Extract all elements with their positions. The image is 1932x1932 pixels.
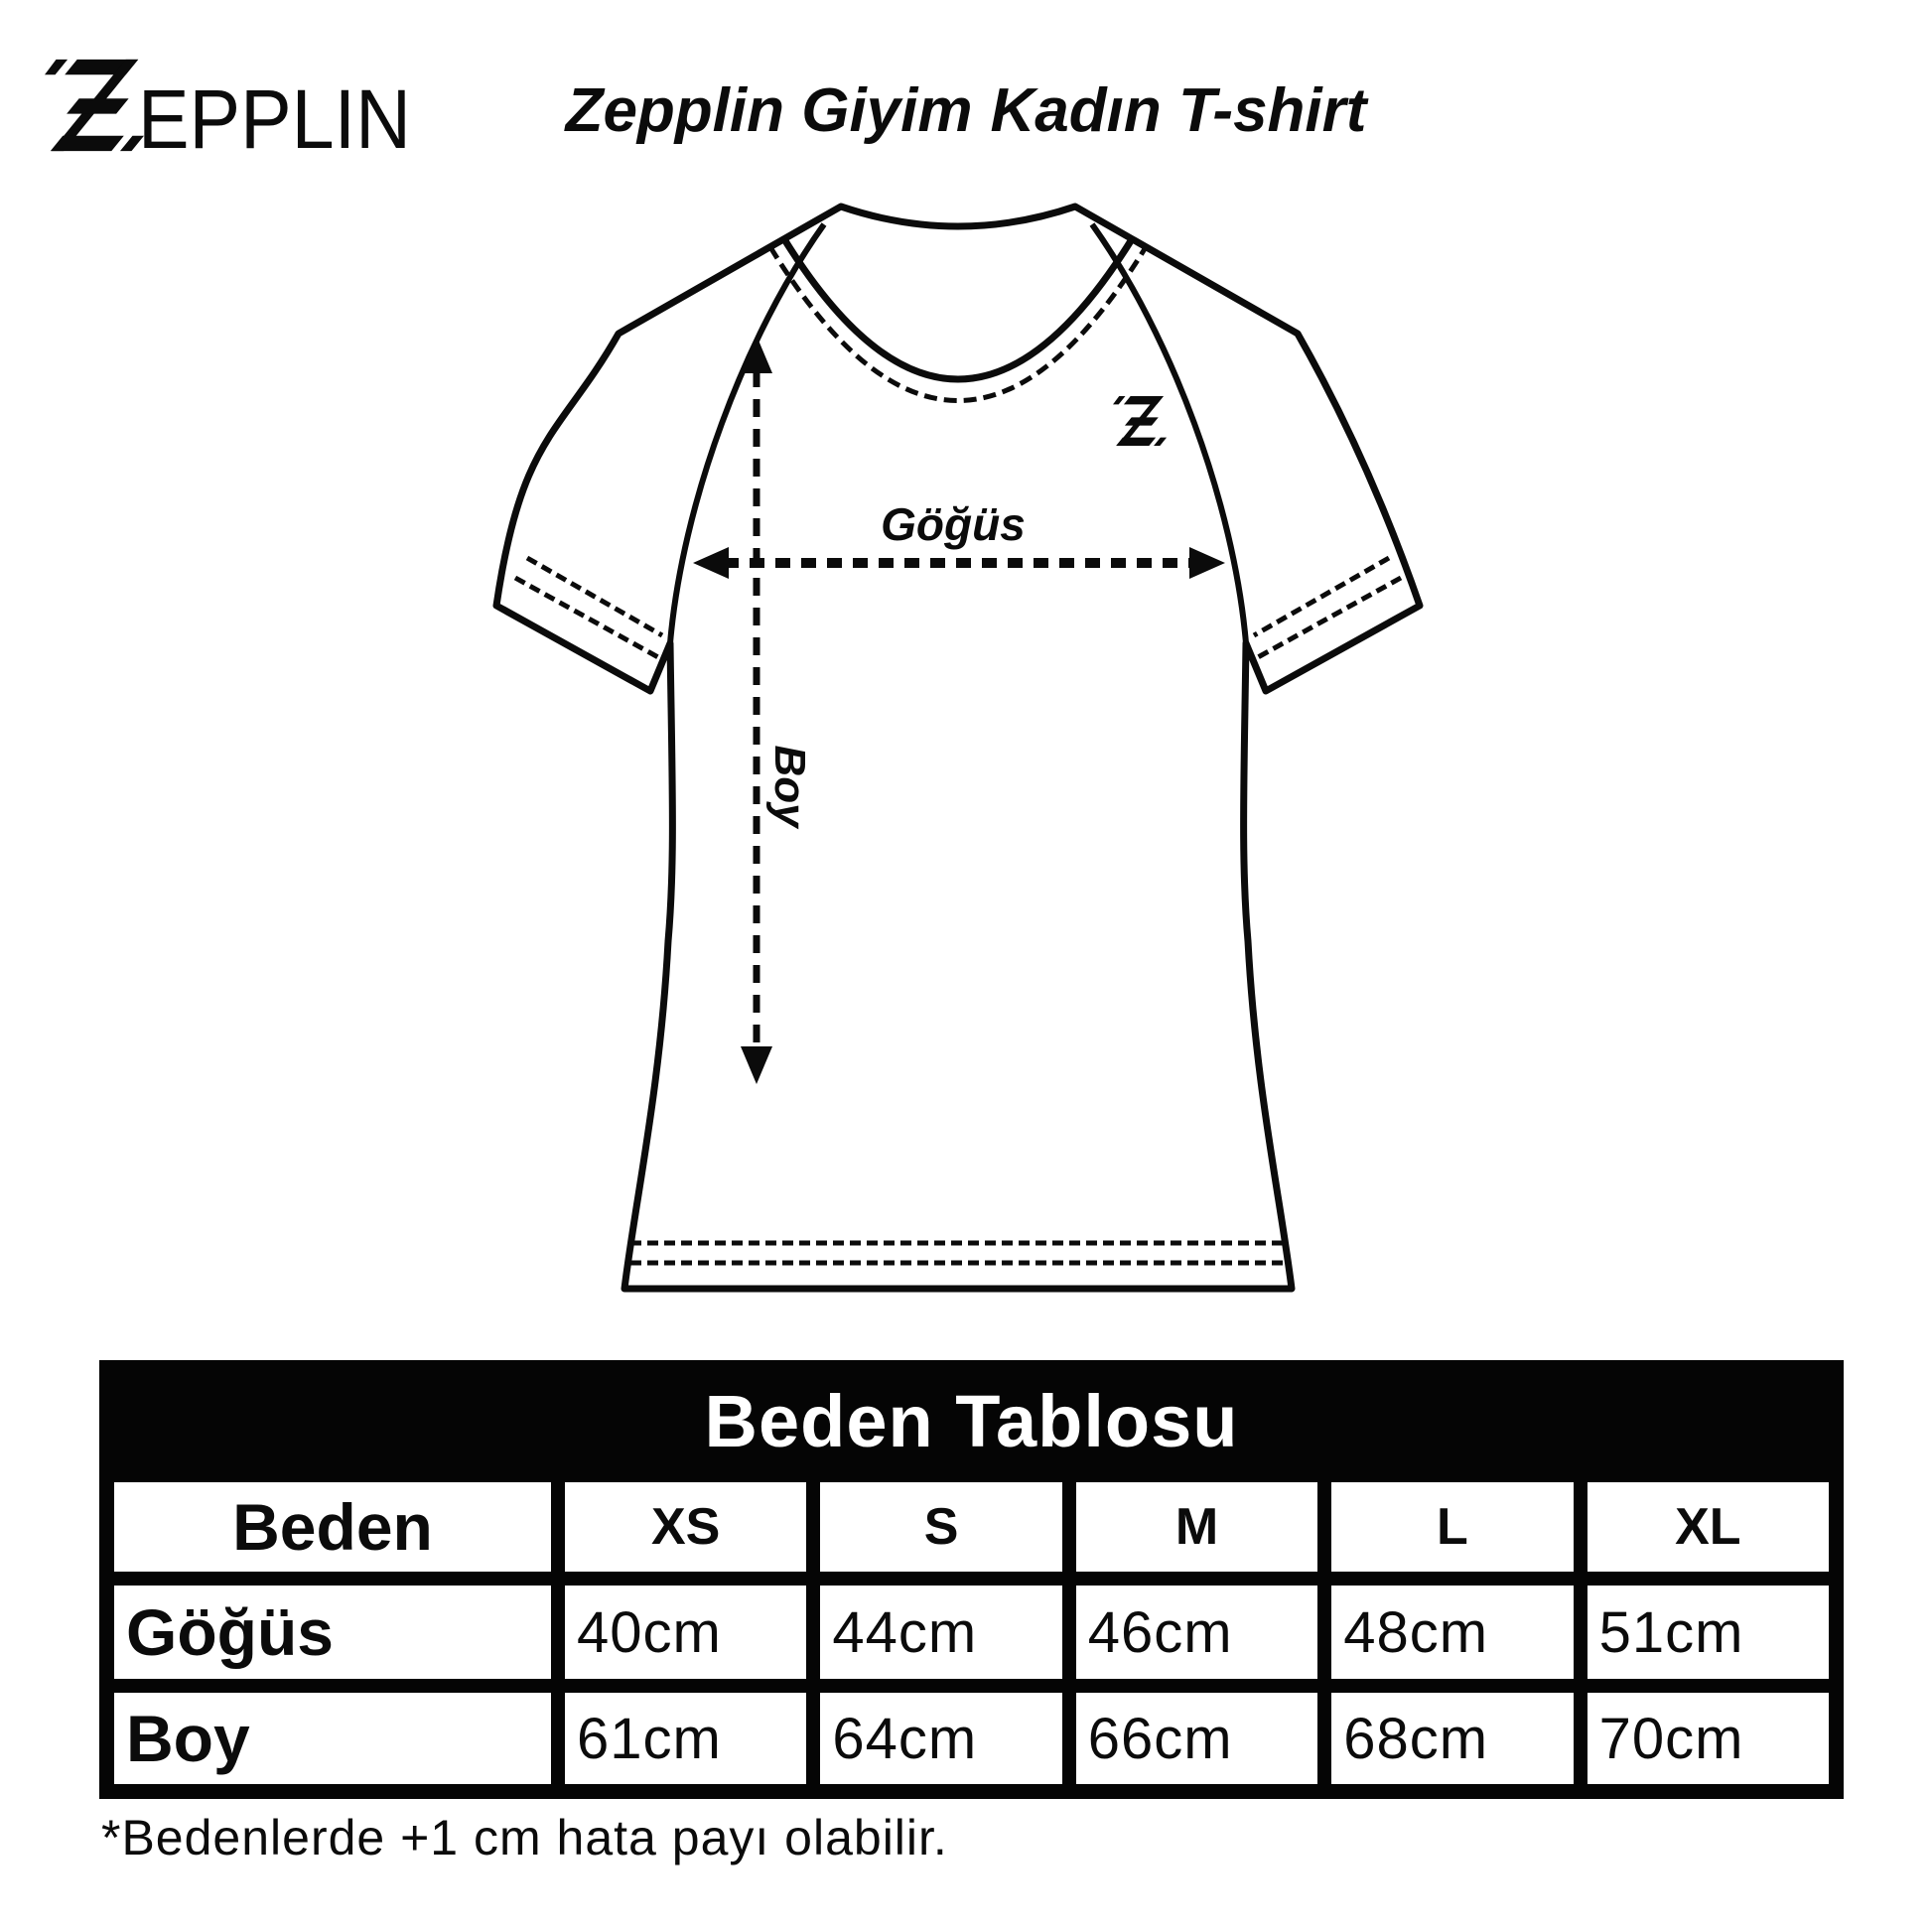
table-cell-gogus-xs: 40cm bbox=[565, 1586, 806, 1679]
length-arrow-label: Boy bbox=[765, 745, 814, 828]
size-table-title: Beden Tablosu bbox=[704, 1380, 1239, 1462]
footnote: *Bedenlerde +1 cm hata payı olabilir. bbox=[101, 1810, 948, 1865]
table-header-size-m: M bbox=[1076, 1482, 1317, 1572]
table-cell-boy-xs: 61cm bbox=[565, 1693, 806, 1784]
table-cell-boy-s: 64cm bbox=[820, 1693, 1061, 1784]
size-table-grid bbox=[99, 1482, 1844, 1784]
tshirt-outline bbox=[496, 207, 1420, 1289]
size-table bbox=[99, 1360, 1844, 1799]
table-cell-gogus-s: 44cm bbox=[820, 1586, 1061, 1679]
page-title-bold: Kadın T-shirt bbox=[990, 76, 1367, 145]
table-header-beden: Beden bbox=[114, 1482, 551, 1572]
page-title-regular: Zepplin Giyim bbox=[565, 76, 973, 145]
table-header-size-xs: XS bbox=[565, 1482, 806, 1572]
table-row-label-boy: Boy bbox=[114, 1693, 551, 1784]
tshirt-measurement-diagram bbox=[491, 147, 1425, 1304]
table-cell-boy-m: 66cm bbox=[1076, 1693, 1317, 1784]
table-cell-gogus-xl: 51cm bbox=[1587, 1586, 1829, 1679]
table-cell-boy-xl: 70cm bbox=[1587, 1693, 1829, 1784]
table-cell-boy-l: 68cm bbox=[1331, 1693, 1573, 1784]
table-header-size-s: S bbox=[820, 1482, 1061, 1572]
table-cell-gogus-l: 48cm bbox=[1331, 1586, 1573, 1679]
table-cell-gogus-m: 46cm bbox=[1076, 1586, 1317, 1679]
brand-logo-text: EPPLIN bbox=[138, 72, 411, 167]
table-row-label-gogus: Göğüs bbox=[114, 1586, 551, 1679]
page-title bbox=[0, 75, 1932, 146]
chest-arrow-label: Göğüs bbox=[881, 498, 1026, 550]
table-header-size-xl: XL bbox=[1587, 1482, 1829, 1572]
table-header-size-l: L bbox=[1331, 1482, 1573, 1572]
